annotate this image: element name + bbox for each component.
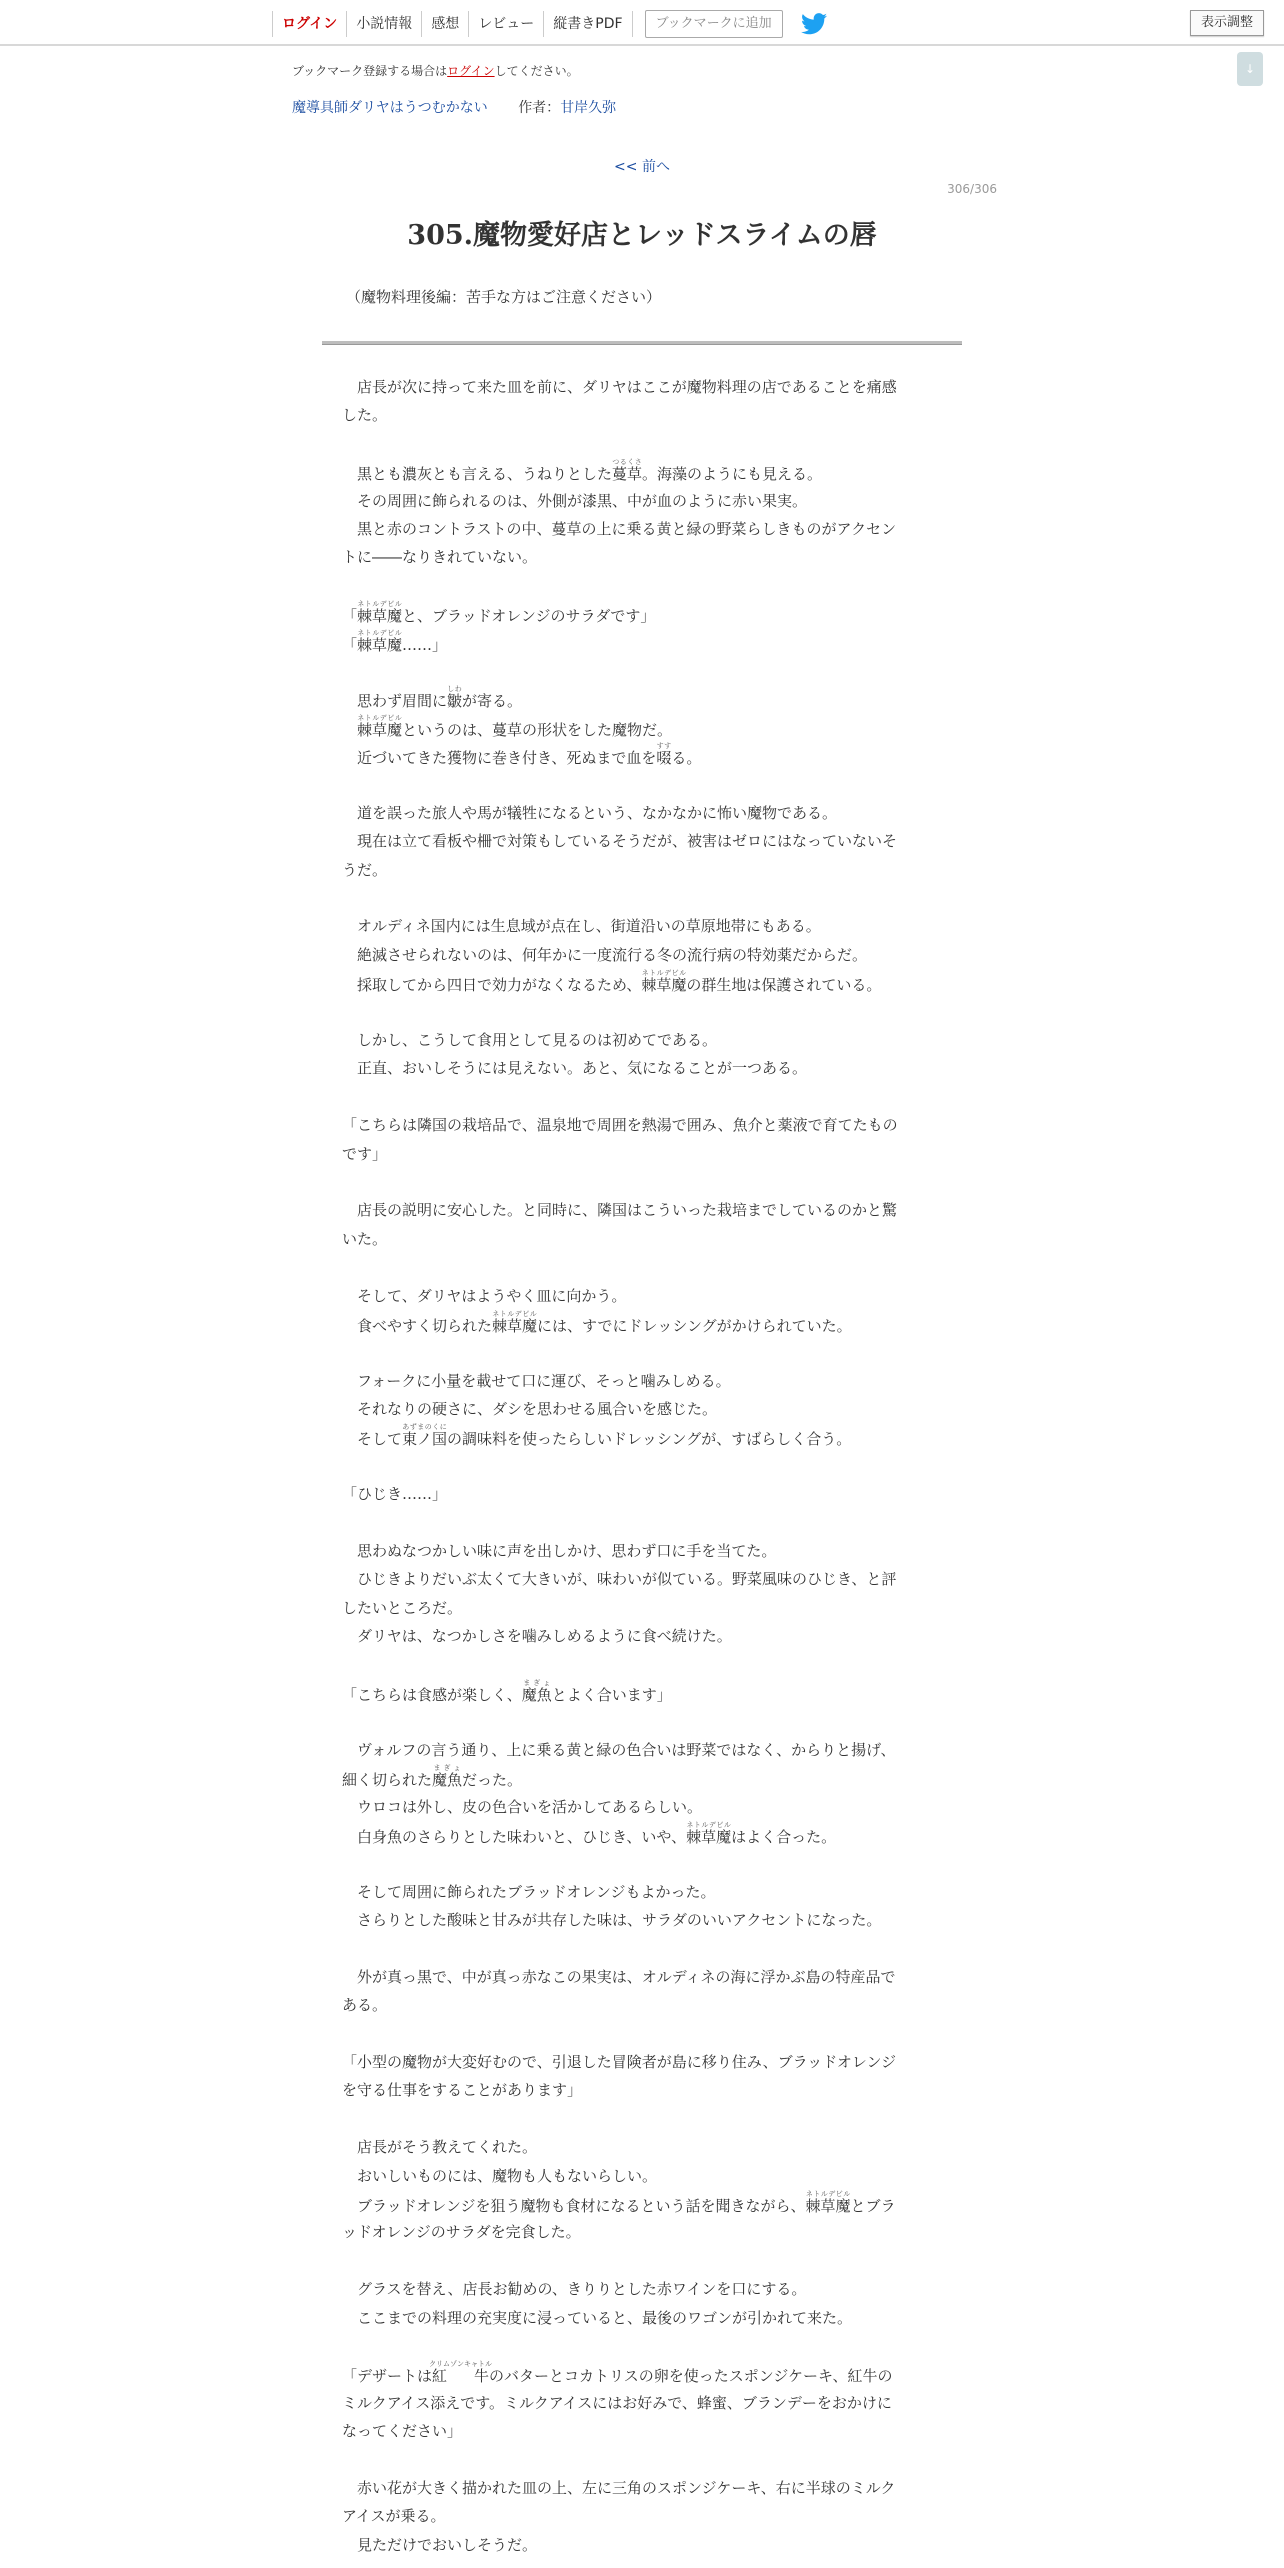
ruby-word: 棘草魔ネトルデビル (805, 2190, 851, 2215)
ruby-word: 皺しわ (447, 685, 463, 711)
vertical-pdf-link[interactable]: 縦書きPDF (543, 11, 632, 37)
ruby-word: 東ノ国あずまのくに (402, 1423, 448, 1449)
ruby-word: 蔓草つるくさ (612, 458, 643, 484)
body-line: 見ただけでおいしそうだ。 (342, 2535, 538, 2554)
display-settings-button[interactable]: 表示調整 (1190, 10, 1264, 36)
body-line: 外が真っ黒で、中が真っ赤なこの果実は、オルディネの海に浮かぶ島の特産品で (342, 1967, 896, 1986)
blank-line (342, 2332, 942, 2360)
ruby-word: 紅 牛クリムゾンキャトル (429, 2360, 493, 2386)
body-line: 白身魚のさらりとした味わいと、ひじき、いや、棘草魔ネトルデビルはよく合った。 (342, 1820, 837, 1846)
preface-divider (322, 341, 962, 345)
body-line: さらりとした酸味と甘みが共存した味は、サラダのいいアクセントになった。 (342, 1911, 882, 1930)
blank-line (342, 1168, 942, 1196)
body-line: アイスが乗る。 (342, 2507, 446, 2526)
blank-line (342, 1083, 942, 1111)
body-line: 黒と赤のコントラストの中、蔓草の上に乗る黄と緑の野菜らしきものがアクセン (342, 519, 897, 538)
body-line: 店長の説明に安心した。と同時に、隣国はこういった栽培までしているのかと驚 (342, 1201, 898, 1220)
add-bookmark-button[interactable]: ブックマークに追加 (645, 10, 783, 38)
body-line: そして周囲に飾られたブラッドオレンジもよかった。 (342, 1882, 716, 1901)
body-line: 近づいてきた獲物に巻き付き、死ぬまで血を啜すする。 (342, 742, 702, 768)
ruby-word: 魔魚まぎょ (521, 1678, 552, 1704)
body-line: 「棘草魔ネトルデビル……」 (342, 628, 448, 654)
page-number: 306/306 (947, 182, 997, 196)
body-line: 棘草魔ネトルデビルというのは、蔓草の形状をした魔物だ。 (357, 713, 673, 739)
impressions-link[interactable]: 感想 (421, 11, 468, 37)
blank-line (342, 2020, 942, 2048)
body-line: なってください」 (342, 2422, 463, 2441)
body-line: 店長が次に持って来た皿を前に、ダリヤはここが魔物料理の店であることを痛感 (342, 378, 897, 396)
body-line: です」 (342, 1144, 388, 1163)
ruby-word: 棘草魔ネトルデビル (357, 600, 403, 626)
body-line: ダリヤは、なつかしさを噛みしめるように食べ続けた。 (342, 1627, 732, 1646)
author-link[interactable]: 甘岸久弥 (560, 100, 617, 116)
chapter-preface: （魔物料理後編：苦手な方はご注意ください） (346, 288, 662, 306)
body-line: フォークに小量を載せて口に運び、そっと噛みしめる。 (342, 1371, 731, 1390)
top-navigation-bar (0, 0, 1284, 46)
body-line: 「棘草魔ネトルデビルと、ブラッドオレンジのサラダです」 (342, 600, 656, 626)
body-line: 食べやすく切られた棘草魔ネトルデビルには、すでにドレッシングがかけられていた。 (342, 1309, 852, 1335)
body-line: ヴォルフの言う通り、上に乗る黄と緑の色合いは野菜ではなく、からりと揚げ、 (342, 1740, 896, 1759)
twitter-icon[interactable] (801, 13, 827, 35)
body-line: ミルクアイス添えです。ミルクアイスにはお好みで、蜂蜜、ブランデーをおかけに (342, 2393, 892, 2412)
body-line: トに――なりきれていない。 (342, 548, 538, 567)
body-line: その周囲に飾られるのは、外側が漆黒、中が血のように赤い果実。 (342, 491, 808, 510)
body-line: 道を誤った旅人や馬が犠牲になるという、なかなかに怖い魔物である。 (342, 803, 838, 822)
novel-info-link[interactable]: 小説情報 (346, 11, 421, 37)
blank-line (342, 1849, 942, 1877)
body-line: 「デザートは紅 牛クリムゾンキャトルのバターとコカトリスの卵を使ったスポンジケーキ、紅牛の (342, 2360, 893, 2386)
login-link[interactable]: ログイン (272, 11, 346, 37)
ruby-word: 棘草魔ネトルデビル (641, 969, 687, 995)
blank-line (342, 430, 942, 458)
body-line: うだ。 (342, 860, 388, 879)
ruby-word: 魔魚まぎょ (432, 1764, 463, 1790)
blank-line (342, 572, 942, 600)
blank-line (342, 1452, 942, 1480)
review-link[interactable]: レビュー (468, 11, 543, 37)
body-line: 絶滅させられないのは、何年かに一度流行る冬の流行病の特効薬だからだ。 (342, 945, 868, 964)
blank-line (342, 770, 942, 798)
body-line: ここまでの料理の充実度に浸っていると、最後のワゴンが引かれて来た。 (342, 2308, 853, 2327)
body-line: 正直、おいしそうには見えない。あと、気になることが一つある。 (342, 1059, 808, 1078)
body-line: そして東ノ国あずまのくにの調味料を使ったらしいドレッシングが、すばらしく合う。 (342, 1423, 852, 1449)
blank-line (342, 1253, 942, 1281)
blank-line (342, 1651, 942, 1679)
body-line: した。 (342, 406, 388, 425)
body-line: しかし、こうして食用として見るのは初めてである。 (342, 1030, 718, 1049)
blank-line (342, 1509, 942, 1537)
ruby-word: 啜すす (656, 742, 672, 768)
body-line: いた。 (342, 1229, 388, 1248)
body-line: 店長がそう教えてくれた。 (342, 2138, 538, 2157)
body-line: ウロコは外し、皮の色合いを活かしてあるらしい。 (342, 1797, 703, 1816)
chapter-title: 305.魔物愛好店とレッドスライムの唇 (407, 220, 877, 251)
body-line: 細く切られた魔魚まぎょだった。 (342, 1764, 523, 1790)
blank-line (342, 884, 942, 912)
body-line: 「こちらは隣国の栽培品で、温泉地で周囲を熱湯で囲み、魚介と薬液で育てたもの (342, 1116, 898, 1135)
arrow-down-icon: ↓ (1244, 62, 1256, 76)
body-line: おいしいものには、魔物も人もないらしい。 (342, 2166, 658, 2185)
blank-line (342, 998, 942, 1026)
body-line: 黒とも濃灰とも言える、うねりとした蔓草つるくさ。海藻のようにも見える。 (342, 458, 823, 484)
body-line: 「こちらは食感が楽しく、魔魚まぎょとよく合います」 (342, 1678, 672, 1704)
ruby-word: 棘草魔ネトルデビル (357, 628, 403, 654)
body-line: ッドオレンジのサラダを完食した。 (342, 2223, 581, 2242)
body-line: 採取してから四日で効力がなくなるため、棘草魔ネトルデビルの群生地は保護されている。 (342, 969, 882, 995)
blank-line (342, 2105, 942, 2133)
body-line: 「小型の魔物が大変好むので、引退した冒険者が島に移り住み、ブラッドオレンジ (342, 2053, 897, 2072)
body-line: 赤い花が大きく描かれた皿の上、左に三角のスポンジケーキ、右に半球のミルク (342, 2478, 896, 2497)
body-line: ある。 (342, 1996, 388, 2015)
author-label: 作者： (518, 100, 561, 116)
blank-line (342, 2446, 942, 2474)
body-line: 「ひじき……」 (342, 1485, 448, 1504)
notice-login-link[interactable]: ログイン (447, 64, 495, 78)
ruby-word: 棘草魔ネトルデビル (686, 1820, 732, 1846)
blank-line (342, 1934, 942, 1962)
body-line: を守る仕事をすることがあります」 (342, 2081, 583, 2100)
chapter-body (342, 373, 942, 2559)
blank-line (342, 2247, 942, 2275)
body-line: それなりの硬さに、ダシを思わせる風合いを感じた。 (342, 1400, 718, 1419)
body-line: 思わぬなつかしい味に声を出しかけ、思わず口に手を当てた。 (342, 1542, 777, 1561)
body-line: そして、ダリヤはようやく皿に向かう。 (342, 1286, 627, 1305)
body-line: ひじきよりだいぶ太くて大きいが、味わいが似ている。野菜風味のひじき、と評 (342, 1570, 897, 1589)
prev-page-link-row (0, 156, 1284, 176)
novel-title-link[interactable]: 魔導具師ダリヤはうつむかない (292, 100, 488, 116)
blank-line (342, 1338, 942, 1366)
body-line: 思わず眉間に皺しわが寄る。 (342, 685, 523, 711)
body-line: ブラッドオレンジを狙う魔物も食材になるという話を聞きながら、棘草魔ネトルデビルとブラ (342, 2190, 896, 2215)
body-line: グラスを替え、店長お勧めの、きりりとした赤ワインを口にする。 (342, 2280, 807, 2299)
blank-line (342, 657, 942, 685)
prev-page-link[interactable]: << 前へ (614, 159, 670, 175)
scroll-down-button[interactable] (1237, 52, 1263, 86)
blank-line (342, 1707, 942, 1735)
header-nav (272, 8, 827, 40)
ruby-word: 棘草魔ネトルデビル (357, 713, 403, 739)
bookmark-notice: ブックマーク登録する場合はログインしてください。 (292, 64, 579, 78)
body-line: 現在は立て看板や柵で対策もしているそうだが、被害はゼロにはなっていないそ (342, 832, 898, 851)
ruby-word: 棘草魔ネトルデビル (492, 1309, 538, 1335)
body-line: したいところだ。 (342, 1598, 463, 1617)
body-line: オルディネ国内には生息域が点在し、街道沿いの草原地帯にもある。 (342, 917, 821, 936)
novel-meta (292, 97, 616, 117)
